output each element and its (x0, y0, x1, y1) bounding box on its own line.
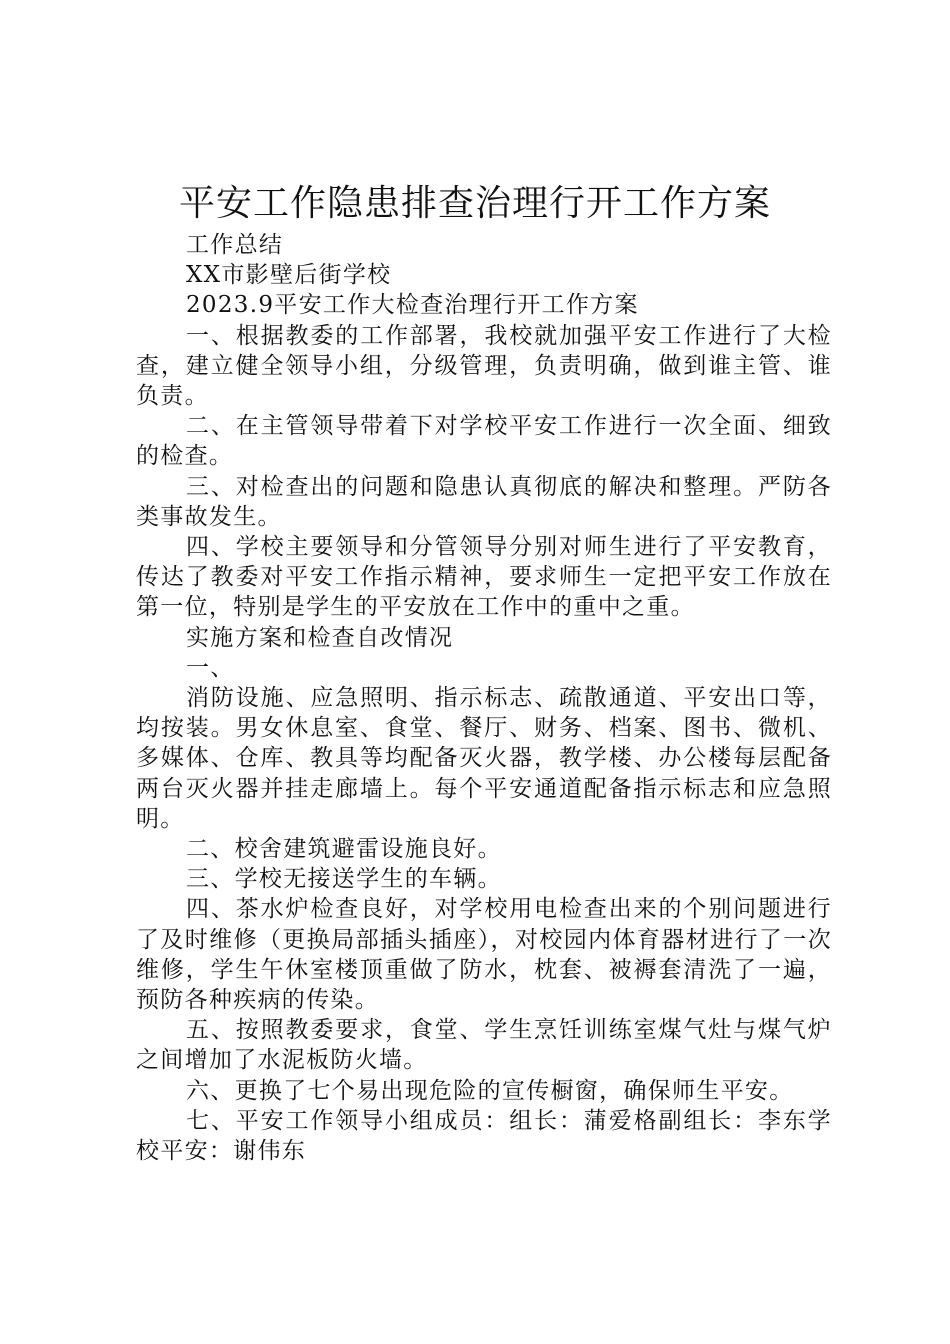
paragraph-item: 七、平安工作领导小组成员：组长：蒲爱格副组长：李东学校平安：谢伟东 (136, 1107, 832, 1165)
paragraph-label: 工作总结 (186, 232, 284, 258)
paragraph-item-number: 一、 (186, 654, 235, 681)
paragraph-item: 消防设施、应急照明、指示标志、疏散通道、平安出口等，均按装。男女休息室、食堂、餐厅、财务、档案、图书、微机、多媒体、仓库、教具等均配备灭火器，教学楼、办公楼每层配备两台灭火器并挂走廊墙上。每个平安通道配备指示标志和应急照明。 (136, 685, 832, 832)
section-heading: 实施方案和检查自改情况 (186, 624, 454, 651)
paragraph-item: 二、校舍建筑避雷设施良好。 (186, 836, 502, 863)
paragraph-item: 三、对检查出的问题和隐患认真彻底的解决和整理。严防各类事故发生。 (136, 473, 832, 530)
paragraph-item: 一、根据教委的工作部署，我校就加强平安工作进行了大检查，建立健全领导小组，分级管理，负责明确，做到谁主管、谁负责。 (136, 322, 832, 410)
paragraph-item: 四、茶水炉检查良好，对学校用电检查出来的个别问题进行了及时维修（更换局部插头插座），对校园内体育器材进行了一次维修，学生午休室楼顶重做了防水，枕套、被褥套清洗了一遍，预防各种疾病的传染。 (136, 896, 832, 1014)
document-body (136, 230, 832, 1166)
paragraph-item: 四、学校主要领导和分管领导分别对师生进行了平安教育，传达了教委对平安工作指示精神，要求师生一定把平安工作放在第一位，特别是学生的平安放在工作中的重中之重。 (136, 534, 832, 621)
paragraph-item: 二、在主管领导带着下对学校平安工作进行一次全面、细致的检查。 (136, 413, 832, 470)
paragraph-plan-title: 2023.9平安工作大检查治理行开工作方案 (186, 292, 639, 319)
document-title: 平安工作隐患排查治理行开工作方案 (178, 183, 771, 224)
paragraph-item: 五、按照教委要求，食堂、学生烹饪训练室煤气灶与煤气炉之间增加了水泥板防火墙。 (136, 1017, 832, 1074)
paragraph-item: 六、更换了七个易出现危险的宣传橱窗，确保师生平安。 (186, 1077, 794, 1104)
paragraph-school-name: XX市影壁后街学校 (186, 262, 392, 289)
paragraph-item: 三、学校无接送学生的车辆。 (186, 866, 502, 893)
